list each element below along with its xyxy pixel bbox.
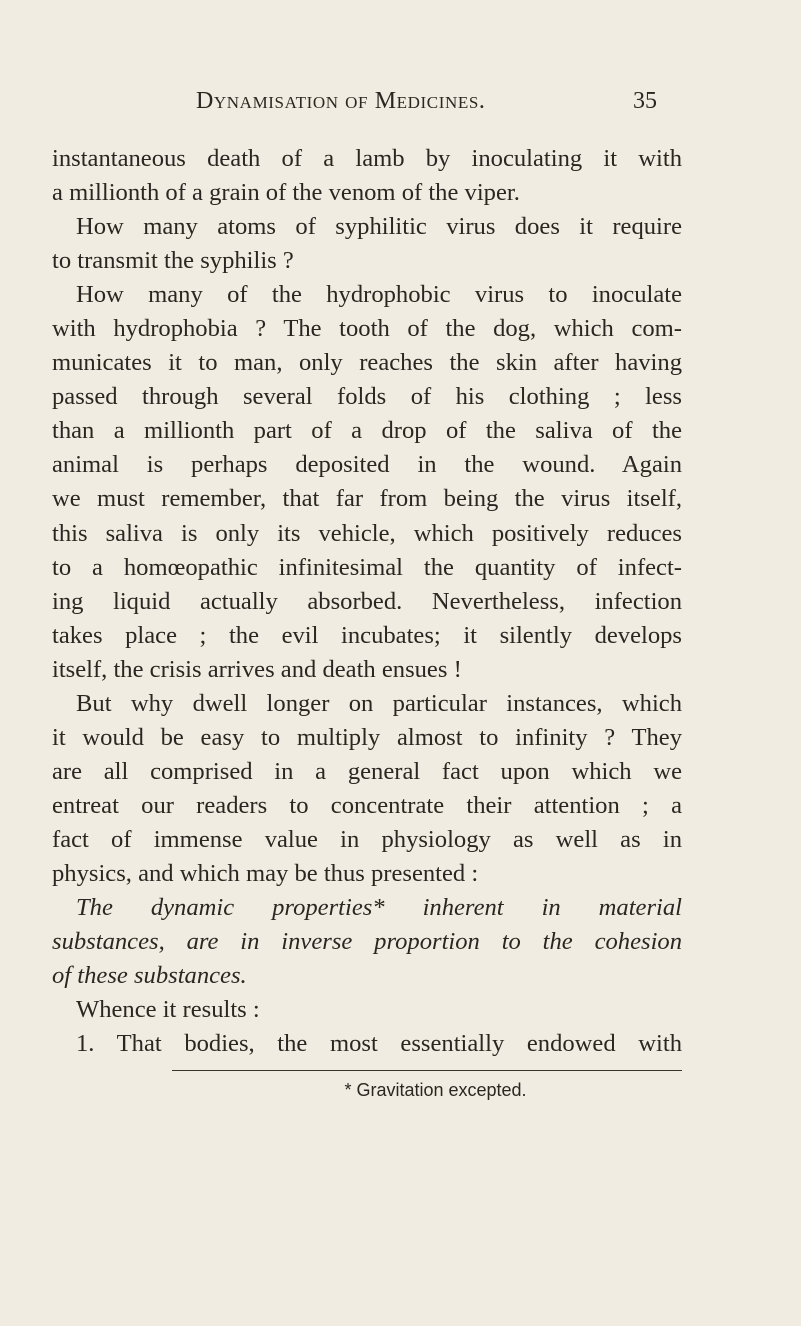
text-line: entreat our readers to concentrate their attention ; a: [52, 791, 682, 819]
footnote-text: * Gravitation excepted.: [344, 1080, 527, 1100]
text-line: than a millionth part of a drop of the saliva of the: [52, 417, 682, 445]
text-line: 1. That bodies, the most essentially endowed with: [76, 1030, 682, 1058]
text-line: The dynamic properties* inherent in material: [76, 894, 682, 922]
text-line: instantaneous death of a lamb by inoculating it with: [52, 145, 682, 172]
text-line: we must remember, that far from being the virus itself,: [52, 485, 682, 513]
text-line: with hydrophobia ? The tooth of the dog, which com-: [52, 315, 682, 343]
footnote-rule: [172, 1070, 682, 1071]
text-line: How many atoms of syphilitic virus does it require: [76, 213, 682, 241]
text-line: itself, the crisis arrives and death ensues !: [52, 655, 462, 683]
footnote: [0, 1080, 801, 1101]
text-line: municates it to man, only reaches the skin after having: [52, 349, 682, 377]
text-line: substances, are in inverse proportion to the cohesion: [52, 928, 682, 956]
text-line: Whence it results :: [76, 996, 260, 1024]
text-line: to a homœopathic infinitesimal the quantity of infect-: [52, 553, 682, 581]
text-line: ing liquid actually absorbed. Nevertheless, infection: [52, 587, 682, 615]
text-line: a millionth of a grain of the venom of the viper.: [52, 179, 520, 207]
text-line: it would be easy to multiply almost to infinity ? They: [52, 723, 682, 751]
body-text: [52, 142, 682, 1061]
text-line: passed through several folds of his clothing ; less: [52, 383, 682, 411]
text-line: animal is perhaps deposited in the wound. Again: [52, 451, 682, 479]
text-line: fact of immense value in physiology as well as in: [52, 825, 682, 853]
page-number: 35: [633, 88, 657, 114]
text-line: of these substances.: [52, 962, 247, 990]
page-header: [0, 88, 801, 124]
text-line: takes place ; the evil incubates; it silently develops: [52, 621, 682, 649]
text-line: are all comprised in a general fact upon which we: [52, 757, 682, 785]
text-line: to transmit the syphilis ?: [52, 247, 294, 275]
text-line: How many of the hydrophobic virus to inoculate: [76, 281, 682, 309]
text-line: physics, and which may be thus presented :: [52, 859, 479, 887]
text-line: But why dwell longer on particular instances, which: [76, 689, 682, 717]
running-title: Dynamisation of Medicines.: [196, 88, 486, 114]
text-line: this saliva is only its vehicle, which positively reduces: [52, 519, 682, 547]
